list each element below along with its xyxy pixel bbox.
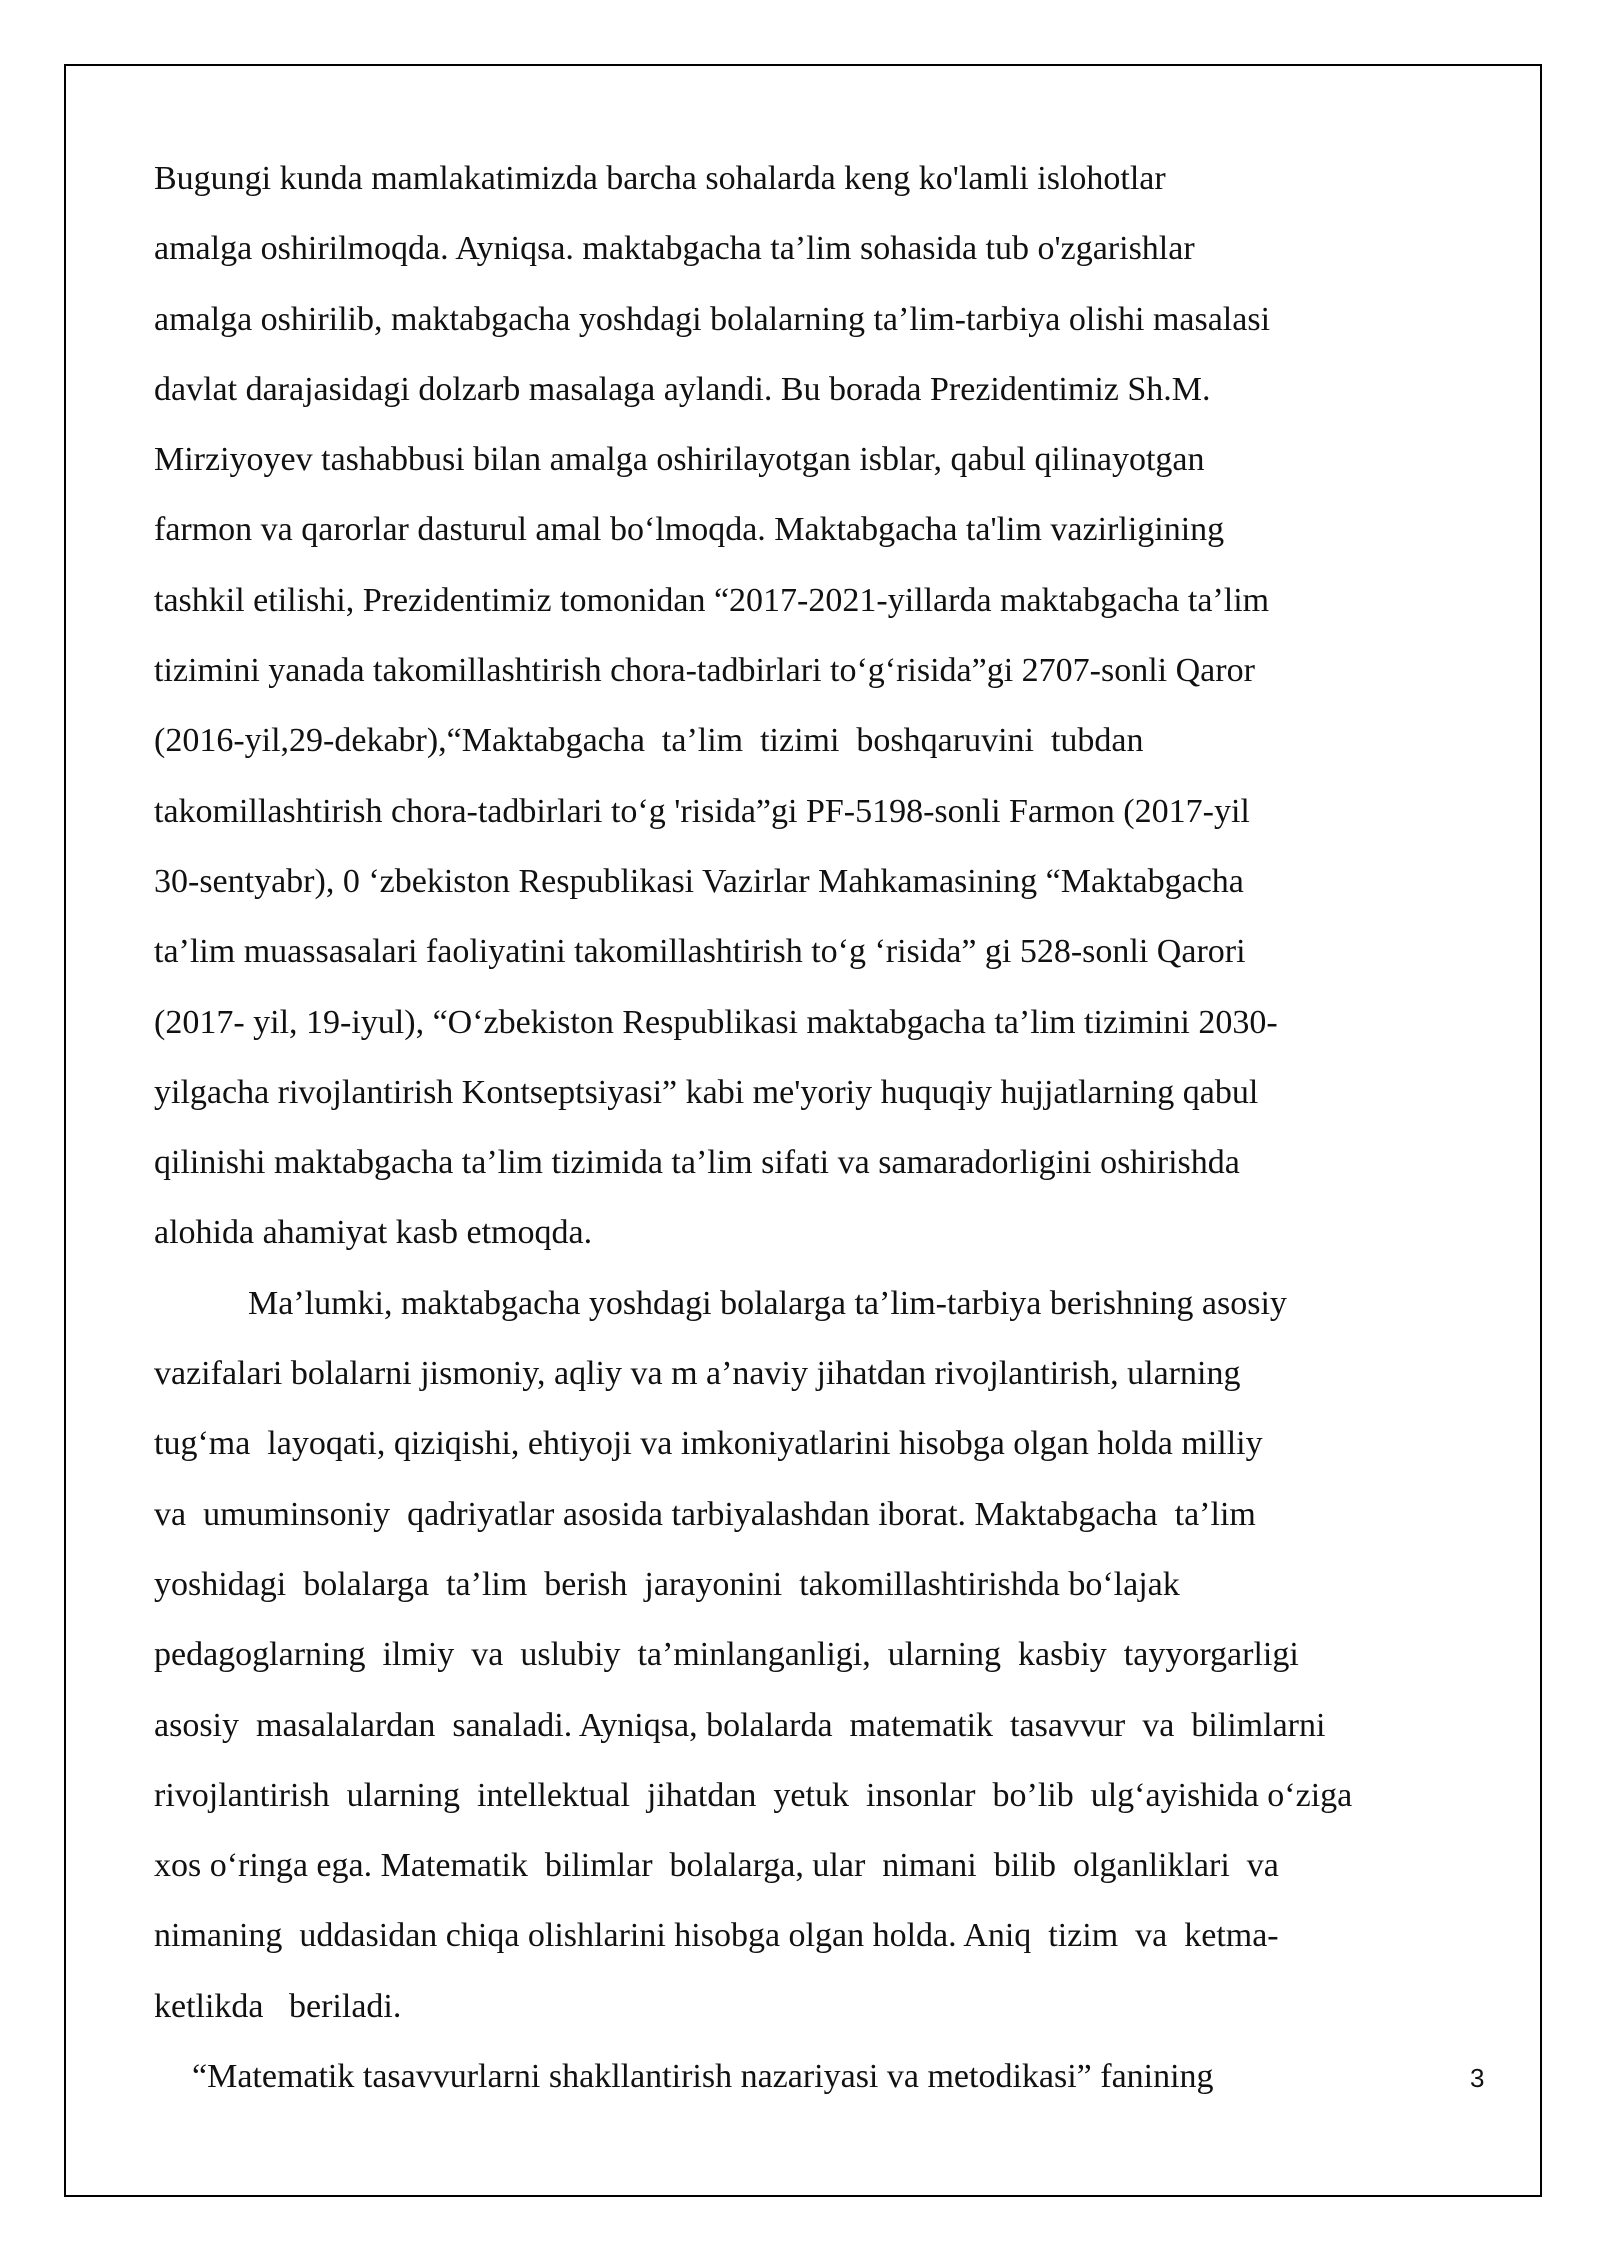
text-line: va umuminsoniy qadriyatlar asosida tarbiyalashdan iborat. Maktabgacha ta’lim (154, 1495, 1256, 1533)
text-line: tug‘ma layoqati, qiziqishi, ehtiyoji va imkoniyatlarini hisobga olgan holda milliy (154, 1425, 1263, 1463)
text-line: tizimini yanada takomillashtirish chora-tadbirlari to‘g‘risida”gi 2707-sonli Qaror (154, 652, 1255, 690)
text-line: amalga oshirilmoqda. Ayniqsa. maktabgacha ta’lim sohasida tub o'zgarishlar (154, 230, 1195, 268)
text-line: pedagoglarning ilmiy va uslubiy ta’minlanganligi, ularning kasbiy tayyorgarligi (154, 1636, 1299, 1674)
text-line: takomillashtirish chora-tadbirlari to‘g 'risida”gi PF-5198-sonli Farmon (2017-yil (154, 792, 1250, 830)
text-line: farmon va qarorlar dasturul amal bo‘lmoqda. Maktabgacha ta'lim vazirligining (154, 511, 1225, 549)
text-line: qilinishi maktabgacha ta’lim tizimida ta’lim sifati va samaradorligini oshirishda (154, 1144, 1240, 1182)
text-line: ta’lim muassasalari faoliyatini takomillashtirish to‘g ‘risida” gi 528-sonli Qarori (154, 933, 1246, 971)
text-line: asosiy masalalardan sanaladi. Ayniqsa, bolalarda matematik tasavvur va bilimlarni (154, 1706, 1326, 1744)
text-line: alohida ahamiyat kasb etmoqda. (154, 1214, 593, 1252)
text-line: Ma’lumki, maktabgacha yoshdagi bolalarga ta’lim-tarbiya berishning asosiy (248, 1284, 1287, 1322)
text-line: “Matematik tasavvurlarni shakllantirish nazariyasi va metodikasi” fanining (192, 2058, 1214, 2096)
text-line: (2017- yil, 19-iyul), “O‘zbekiston Respublikasi maktabgacha ta’lim tizimini 2030- (154, 1003, 1278, 1041)
text-line: tashkil etilishi, Prezidentimiz tomonidan “2017-2021-yillarda maktabgacha ta’lim (154, 581, 1270, 619)
text-line: ketlikda beriladi. (154, 1987, 402, 2025)
text-line: davlat darajasidagi dolzarb masalaga aylandi. Bu borada Prezidentimiz Sh.M. (154, 370, 1211, 408)
text-line: vazifalari bolalarni jismoniy, aqliy va m a’naviy jihatdan rivojlantirish, ularning (154, 1355, 1241, 1393)
text-line: yilgacha rivojlantirish Kontseptsiyasi” kabi me'yoriy huquqiy hujjatlarning qabul (154, 1073, 1259, 1111)
text-line: Bugungi kunda mamlakatimizda barcha sohalarda keng ko'lamli islohotlar (154, 160, 1166, 197)
text-line: Mirziyoyev tashabbusi bilan amalga oshirilayotgan isblar, qabul qilinayotgan (154, 441, 1205, 479)
text-line: yoshidagi bolalarga ta’lim berish jarayonini takomillashtirishda bo‘lajak (154, 1565, 1180, 1603)
page-number: 3 (1470, 2063, 1485, 2093)
text-line: amalga oshirilib, maktabgacha yoshdagi bolalarning ta’lim-tarbiya olishi masalasi (154, 300, 1271, 338)
document-body (154, 144, 1514, 2112)
text-line: 30-sentyabr), 0 ‘zbekiston Respublikasi Vazirlar Mahkamasining “Maktabgacha (154, 862, 1244, 900)
text-line: nimaning uddasidan chiqa olishlarini hisobga olgan holda. Aniq tizim va ketma- (154, 1917, 1279, 1955)
text-line: xos o‘ringa ega. Matematik bilimlar bolalarga, ular nimani bilib olganliklari va (154, 1847, 1279, 1885)
text-line: rivojlantirish ularning intellektual jihatdan yetuk insonlar bo’lib ulg‘ayishida o‘ziga (154, 1776, 1353, 1814)
text-line: (2016-yil,29-dekabr),“Maktabgacha ta’lim tizimi boshqaruvini tubdan (154, 722, 1144, 760)
